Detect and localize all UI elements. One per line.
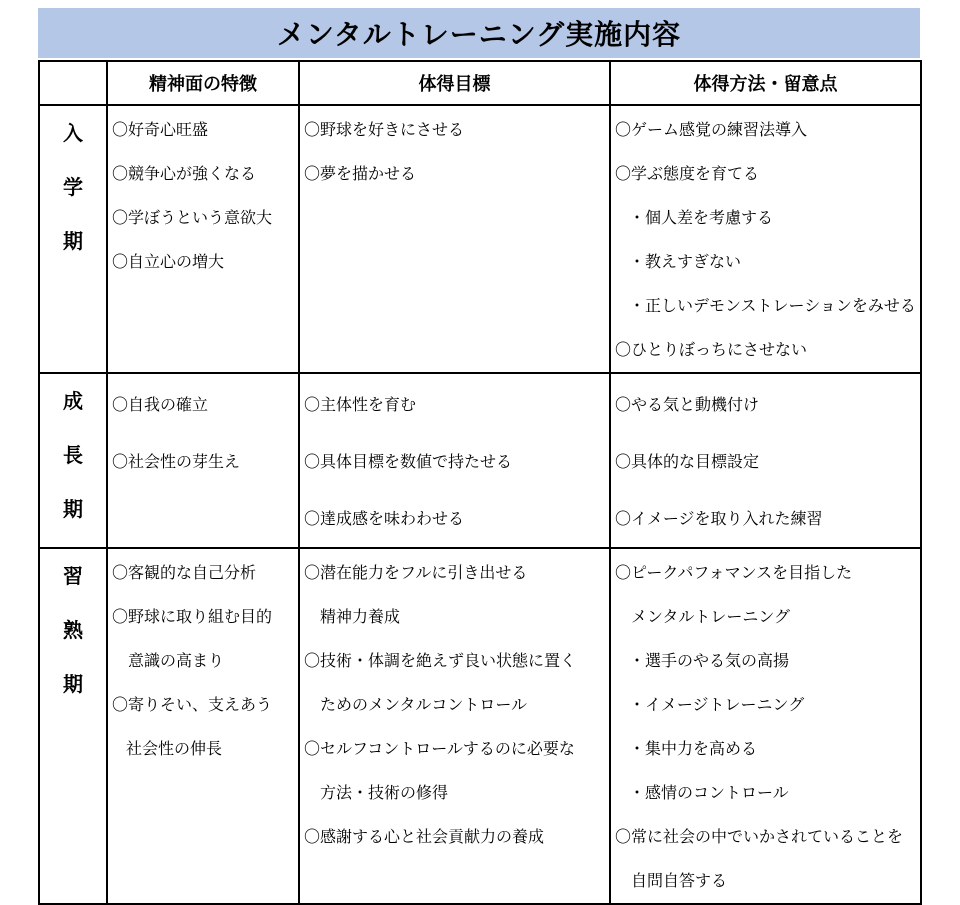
list-item: ・選手のやる気の高揚: [629, 651, 790, 670]
list-item: ・個人差を考慮する: [629, 208, 774, 227]
mental-traits-cell: [107, 105, 299, 373]
header-row: [39, 61, 921, 105]
header-mental-traits: 精神面の特徴: [107, 61, 299, 105]
methods-cell: [610, 373, 921, 548]
header-goals: 体得目標: [299, 61, 610, 105]
period-char: 習: [63, 564, 83, 588]
methods-cell: [610, 548, 921, 904]
list-item: 〇自立心の増大: [112, 252, 225, 271]
list-item: メンタルトレーニング: [631, 607, 791, 626]
list-item: ・正しいデモンストレーションをみせる: [629, 296, 916, 315]
list-item: 〇ひとりぼっちにさせない: [615, 340, 808, 359]
period-char: 期: [63, 497, 83, 521]
methods-cell: [610, 105, 921, 373]
period-char: 熟: [63, 618, 83, 642]
list-item: 意識の高まり: [128, 651, 225, 670]
list-item: ・イメージトレーニング: [629, 695, 805, 714]
period-label: [39, 373, 107, 548]
period-char: 学: [63, 175, 83, 199]
goals-cell: [299, 548, 610, 904]
list-item: 〇主体性を育む: [304, 395, 417, 414]
goals-cell: [299, 373, 610, 548]
list-item: ・感情のコントロール: [629, 783, 789, 802]
goals-cell: [299, 105, 610, 373]
list-item: 〇寄りそい、支えあう: [112, 695, 273, 714]
list-item: 〇好奇心旺盛: [112, 120, 209, 139]
period-char: 期: [63, 672, 83, 696]
header-methods: 体得方法・留意点: [610, 61, 921, 105]
list-item: 〇学ぼうという意欲大: [112, 208, 273, 227]
period-char: 入: [63, 121, 83, 145]
list-item: 〇競争心が強くなる: [112, 164, 257, 183]
list-item: 〇ゲーム感覚の練習法導入: [615, 120, 808, 139]
table-row: [39, 548, 921, 904]
list-item: 〇達成感を味わわせる: [304, 509, 465, 528]
period-label: [39, 548, 107, 904]
list-item: ためのメンタルコントロール: [320, 695, 528, 714]
period-char: 成: [63, 389, 83, 413]
list-item: 〇ピークパフォマンスを目指した: [615, 563, 853, 582]
header-blank: [39, 61, 107, 105]
page-title: メンタルトレーニング実施内容: [38, 8, 920, 58]
list-item: 自問自答する: [631, 871, 728, 890]
list-item: 〇夢を描かせる: [304, 164, 417, 183]
list-item: 〇感謝する心と社会貢献力の養成: [304, 827, 545, 846]
mental-traits-cell: [107, 548, 299, 904]
table-row: [39, 105, 921, 373]
period-char: 長: [63, 443, 83, 467]
list-item: 〇社会性の芽生え: [112, 452, 241, 471]
mental-training-table: [38, 60, 922, 905]
list-item: 方法・技術の修得: [320, 783, 449, 802]
mental-traits-cell: [107, 373, 299, 548]
list-item: ・集中力を高める: [629, 739, 758, 758]
list-item: 〇常に社会の中でいかされていることを: [615, 827, 904, 846]
list-item: 〇イメージを取り入れた練習: [615, 509, 823, 528]
period-label: [39, 105, 107, 373]
list-item: 〇技術・体調を絶えず良い状態に置く: [304, 651, 577, 670]
list-item: 〇客観的な自己分析: [112, 563, 257, 582]
list-item: 社会性の伸長: [126, 739, 223, 758]
list-item: 〇自我の確立: [112, 395, 209, 414]
list-item: 精神力養成: [320, 607, 401, 626]
list-item: 〇潜在能力をフルに引き出せる: [304, 563, 528, 582]
list-item: 〇やる気と動機付け: [615, 395, 760, 414]
table-row: [39, 373, 921, 548]
list-item: ・教えすぎない: [629, 252, 742, 271]
list-item: 〇野球を好きにさせる: [304, 120, 465, 139]
list-item: 〇具体目標を数値で持たせる: [304, 452, 513, 471]
list-item: 〇学ぶ態度を育てる: [615, 164, 760, 183]
list-item: 〇野球に取り組む目的: [112, 607, 273, 626]
period-char: 期: [63, 229, 83, 253]
list-item: 〇具体的な目標設定: [615, 452, 760, 471]
list-item: 〇セルフコントロールするのに必要な: [304, 739, 575, 758]
